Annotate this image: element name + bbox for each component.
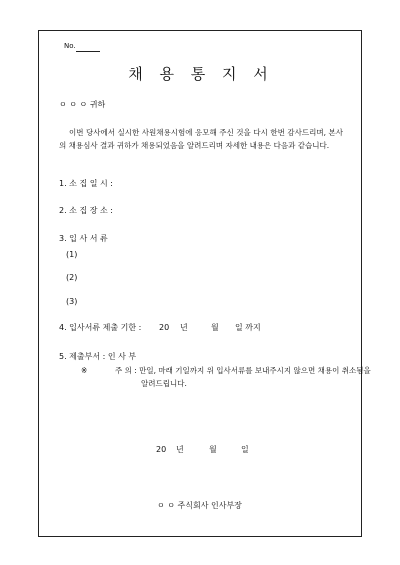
item-department: 5. 제출부서 : 인 사 부 (59, 352, 137, 361)
deadline-year: 년 (180, 323, 188, 332)
notice-text: 주 의 : 만일, 마래 기일까지 위 입사서류를 보내주시지 않으면 채용이 취소됨을 알려드립니다. (115, 366, 371, 388)
document-page (38, 30, 371, 537)
date-day: 일 (241, 445, 249, 454)
doc-number-label: No. (64, 42, 76, 50)
deadline-year-number: 20 (159, 323, 170, 332)
deadline-month: 월 (211, 323, 219, 332)
document-sub-1: (1) (66, 250, 78, 259)
item-gathering-date: 1. 소 집 일 시 : (59, 179, 113, 188)
signer: ㅇ ㅇ 주식회사 인사부장 (157, 501, 242, 510)
document-sub-3: (3) (66, 297, 78, 306)
item-deadline: 4. 입사서류 제출 기한 : (59, 323, 142, 332)
date-year-number: 20 (156, 445, 167, 454)
date-year: 년 (176, 445, 184, 454)
recipient: ㅇ ㅇ ㅇ 귀하 (59, 100, 106, 109)
document-sub-2: (2) (66, 273, 78, 282)
date-month: 월 (209, 445, 217, 454)
doc-title: 채 용 통 지 서 (128, 65, 274, 83)
item-gathering-place: 2. 소 집 장 소 : (59, 206, 113, 215)
notice: ※ 주 의 : 만일, 마래 기일까지 위 입사서류를 보내주시지 않으면 채용이 취소됨을 알려드립니다. (81, 366, 371, 388)
item-documents: 3. 입 사 서 류 (59, 234, 108, 243)
deadline-day: 일 까지 (235, 323, 261, 332)
doc-number-line (76, 51, 100, 52)
body-paragraph: 이번 당사에서 실시한 사원채용시험에 응모해 주신 것을 다시 한번 감사드리며, 본사의 채용심사 결과 귀하가 채용되었음을 알려드리며 자세한 내용은 다음과 같습니다. (59, 128, 343, 150)
